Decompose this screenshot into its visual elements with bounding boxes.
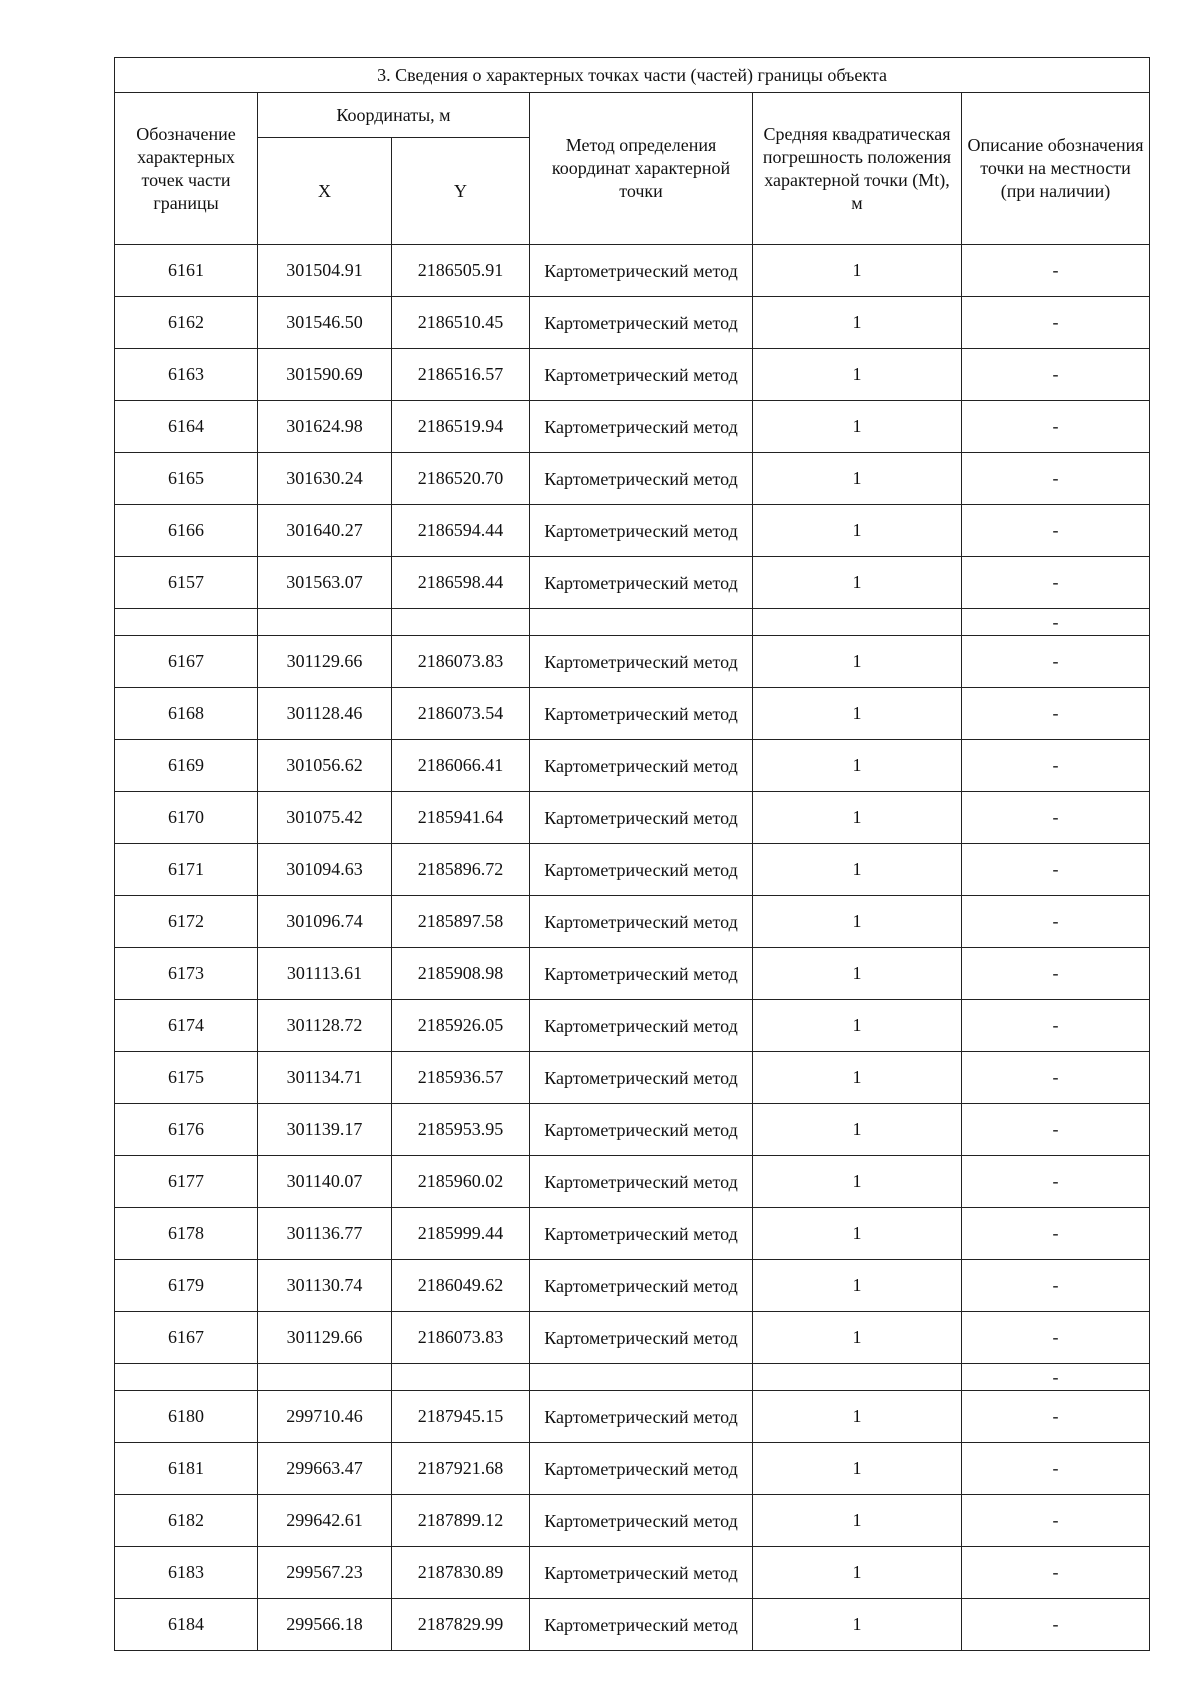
y-cell: 2186066.41 xyxy=(392,740,530,792)
y-cell: 2186505.91 xyxy=(392,245,530,297)
x-cell: 299566.18 xyxy=(258,1599,392,1651)
x-cell: 301624.98 xyxy=(258,401,392,453)
point-cell xyxy=(115,609,258,636)
method-cell: Картометрический метод xyxy=(530,636,753,688)
table-row xyxy=(115,1599,1150,1651)
table-title: 3. Сведения о характерных точках части (частей) границы объекта xyxy=(115,58,1150,93)
method-cell: Картометрический метод xyxy=(530,1260,753,1312)
description-cell: - xyxy=(962,1599,1150,1651)
boundary-points-table xyxy=(114,57,1150,1651)
x-cell: 301128.46 xyxy=(258,688,392,740)
method-cell: Картометрический метод xyxy=(530,1156,753,1208)
accuracy-cell: 1 xyxy=(753,349,962,401)
table-row xyxy=(115,792,1150,844)
accuracy-cell: 1 xyxy=(753,1000,962,1052)
method-cell: Картометрический метод xyxy=(530,1000,753,1052)
description-cell: - xyxy=(962,844,1150,896)
description-cell: - xyxy=(962,1312,1150,1364)
table-body xyxy=(115,245,1150,1651)
table-row xyxy=(115,1495,1150,1547)
point-cell: 6184 xyxy=(115,1599,258,1651)
y-cell: 2186598.44 xyxy=(392,557,530,609)
x-cell: 301640.27 xyxy=(258,505,392,557)
x-cell: 299567.23 xyxy=(258,1547,392,1599)
description-cell: - xyxy=(962,636,1150,688)
point-cell: 6177 xyxy=(115,1156,258,1208)
y-cell: 2186516.57 xyxy=(392,349,530,401)
header-accuracy: Средняя квадратическая погрешность положения характерной точки (Mt), м xyxy=(753,93,962,245)
table-row xyxy=(115,844,1150,896)
table-row xyxy=(115,1391,1150,1443)
point-cell: 6172 xyxy=(115,896,258,948)
x-cell: 299663.47 xyxy=(258,1443,392,1495)
table-row xyxy=(115,1443,1150,1495)
x-cell: 301504.91 xyxy=(258,245,392,297)
header-coords: Координаты, м xyxy=(258,93,530,138)
description-cell: - xyxy=(962,505,1150,557)
description-cell: - xyxy=(962,1000,1150,1052)
point-cell: 6173 xyxy=(115,948,258,1000)
accuracy-cell: 1 xyxy=(753,792,962,844)
y-cell: 2186073.83 xyxy=(392,636,530,688)
point-cell: 6171 xyxy=(115,844,258,896)
method-cell xyxy=(530,1364,753,1391)
table-row xyxy=(115,349,1150,401)
table-row xyxy=(115,1000,1150,1052)
method-cell: Картометрический метод xyxy=(530,740,753,792)
point-cell: 6165 xyxy=(115,453,258,505)
x-cell: 301130.74 xyxy=(258,1260,392,1312)
table-row xyxy=(115,688,1150,740)
point-cell: 6169 xyxy=(115,740,258,792)
description-cell: - xyxy=(962,453,1150,505)
accuracy-cell: 1 xyxy=(753,453,962,505)
x-cell: 301139.17 xyxy=(258,1104,392,1156)
method-cell: Картометрический метод xyxy=(530,1312,753,1364)
y-cell: 2186073.83 xyxy=(392,1312,530,1364)
point-cell: 6162 xyxy=(115,297,258,349)
y-cell xyxy=(392,1364,530,1391)
point-cell: 6164 xyxy=(115,401,258,453)
point-cell: 6167 xyxy=(115,1312,258,1364)
y-cell: 2186594.44 xyxy=(392,505,530,557)
description-cell: - xyxy=(962,1156,1150,1208)
table-row xyxy=(115,1104,1150,1156)
y-cell xyxy=(392,609,530,636)
x-cell: 301113.61 xyxy=(258,948,392,1000)
table-row xyxy=(115,948,1150,1000)
description-cell: - xyxy=(962,792,1150,844)
x-cell xyxy=(258,609,392,636)
method-cell: Картометрический метод xyxy=(530,688,753,740)
method-cell: Картометрический метод xyxy=(530,349,753,401)
method-cell xyxy=(530,609,753,636)
accuracy-cell: 1 xyxy=(753,1208,962,1260)
method-cell: Картометрический метод xyxy=(530,297,753,349)
point-cell: 6182 xyxy=(115,1495,258,1547)
x-cell: 301590.69 xyxy=(258,349,392,401)
description-cell: - xyxy=(962,557,1150,609)
separator-row xyxy=(115,609,1150,636)
description-cell: - xyxy=(962,1391,1150,1443)
description-cell: - xyxy=(962,1495,1150,1547)
y-cell: 2186073.54 xyxy=(392,688,530,740)
point-cell: 6167 xyxy=(115,636,258,688)
accuracy-cell: 1 xyxy=(753,1312,962,1364)
x-cell: 301630.24 xyxy=(258,453,392,505)
method-cell: Картометрический метод xyxy=(530,1208,753,1260)
accuracy-cell xyxy=(753,1364,962,1391)
y-cell: 2187899.12 xyxy=(392,1495,530,1547)
table-row xyxy=(115,557,1150,609)
description-cell: - xyxy=(962,245,1150,297)
description-cell: - xyxy=(962,1052,1150,1104)
y-cell: 2185999.44 xyxy=(392,1208,530,1260)
table-row xyxy=(115,245,1150,297)
x-cell xyxy=(258,1364,392,1391)
y-cell: 2187830.89 xyxy=(392,1547,530,1599)
table-row xyxy=(115,1547,1150,1599)
description-cell: - xyxy=(962,1260,1150,1312)
table-row xyxy=(115,1208,1150,1260)
point-cell: 6175 xyxy=(115,1052,258,1104)
y-cell: 2185897.58 xyxy=(392,896,530,948)
accuracy-cell: 1 xyxy=(753,401,962,453)
x-cell: 301128.72 xyxy=(258,1000,392,1052)
y-cell: 2186049.62 xyxy=(392,1260,530,1312)
table-row xyxy=(115,1312,1150,1364)
accuracy-cell: 1 xyxy=(753,844,962,896)
header-y: Y xyxy=(392,138,530,245)
y-cell: 2185960.02 xyxy=(392,1156,530,1208)
y-cell: 2185941.64 xyxy=(392,792,530,844)
table-row xyxy=(115,297,1150,349)
accuracy-cell: 1 xyxy=(753,1391,962,1443)
point-cell: 6166 xyxy=(115,505,258,557)
header-description: Описание обозначения точки на местности (при наличии) xyxy=(962,93,1150,245)
method-cell: Картометрический метод xyxy=(530,1052,753,1104)
point-cell: 6180 xyxy=(115,1391,258,1443)
accuracy-cell: 1 xyxy=(753,505,962,557)
x-cell: 301075.42 xyxy=(258,792,392,844)
description-cell: - xyxy=(962,688,1150,740)
x-cell: 301546.50 xyxy=(258,297,392,349)
description-cell: - xyxy=(962,896,1150,948)
point-cell: 6170 xyxy=(115,792,258,844)
point-cell: 6163 xyxy=(115,349,258,401)
accuracy-cell: 1 xyxy=(753,1547,962,1599)
method-cell: Картометрический метод xyxy=(530,948,753,1000)
description-cell: - xyxy=(962,349,1150,401)
accuracy-cell: 1 xyxy=(753,948,962,1000)
accuracy-cell: 1 xyxy=(753,740,962,792)
method-cell: Картометрический метод xyxy=(530,896,753,948)
accuracy-cell: 1 xyxy=(753,245,962,297)
x-cell: 301134.71 xyxy=(258,1052,392,1104)
y-cell: 2187945.15 xyxy=(392,1391,530,1443)
x-cell: 301094.63 xyxy=(258,844,392,896)
description-cell: - xyxy=(962,401,1150,453)
x-cell: 301563.07 xyxy=(258,557,392,609)
accuracy-cell: 1 xyxy=(753,688,962,740)
table-row xyxy=(115,1156,1150,1208)
y-cell: 2186519.94 xyxy=(392,401,530,453)
description-cell: - xyxy=(962,740,1150,792)
point-cell: 6179 xyxy=(115,1260,258,1312)
x-cell: 301136.77 xyxy=(258,1208,392,1260)
y-cell: 2185926.05 xyxy=(392,1000,530,1052)
method-cell: Картометрический метод xyxy=(530,844,753,896)
accuracy-cell: 1 xyxy=(753,1260,962,1312)
accuracy-cell: 1 xyxy=(753,1052,962,1104)
method-cell: Картометрический метод xyxy=(530,245,753,297)
table-row xyxy=(115,505,1150,557)
accuracy-cell: 1 xyxy=(753,1156,962,1208)
method-cell: Картометрический метод xyxy=(530,453,753,505)
method-cell: Картометрический метод xyxy=(530,505,753,557)
accuracy-cell: 1 xyxy=(753,896,962,948)
y-cell: 2185936.57 xyxy=(392,1052,530,1104)
method-cell: Картометрический метод xyxy=(530,1599,753,1651)
x-cell: 299710.46 xyxy=(258,1391,392,1443)
document-page xyxy=(114,57,1149,1651)
description-cell: - xyxy=(962,609,1150,636)
description-cell: - xyxy=(962,297,1150,349)
method-cell: Картометрический метод xyxy=(530,1547,753,1599)
y-cell: 2185896.72 xyxy=(392,844,530,896)
description-cell: - xyxy=(962,1364,1150,1391)
method-cell: Картометрический метод xyxy=(530,557,753,609)
method-cell: Картометрический метод xyxy=(530,1495,753,1547)
y-cell: 2187829.99 xyxy=(392,1599,530,1651)
point-cell: 6183 xyxy=(115,1547,258,1599)
table-row xyxy=(115,453,1150,505)
method-cell: Картометрический метод xyxy=(530,1391,753,1443)
y-cell: 2186520.70 xyxy=(392,453,530,505)
table-row xyxy=(115,401,1150,453)
header-x: X xyxy=(258,138,392,245)
x-cell: 301129.66 xyxy=(258,1312,392,1364)
accuracy-cell: 1 xyxy=(753,636,962,688)
table-row xyxy=(115,896,1150,948)
x-cell: 301056.62 xyxy=(258,740,392,792)
description-cell: - xyxy=(962,1547,1150,1599)
accuracy-cell: 1 xyxy=(753,1495,962,1547)
accuracy-cell xyxy=(753,609,962,636)
description-cell: - xyxy=(962,1208,1150,1260)
method-cell: Картометрический метод xyxy=(530,401,753,453)
accuracy-cell: 1 xyxy=(753,297,962,349)
y-cell: 2186510.45 xyxy=(392,297,530,349)
x-cell: 301129.66 xyxy=(258,636,392,688)
y-cell: 2185953.95 xyxy=(392,1104,530,1156)
x-cell: 299642.61 xyxy=(258,1495,392,1547)
accuracy-cell: 1 xyxy=(753,1443,962,1495)
method-cell: Картометрический метод xyxy=(530,792,753,844)
table-row xyxy=(115,740,1150,792)
accuracy-cell: 1 xyxy=(753,1599,962,1651)
description-cell: - xyxy=(962,948,1150,1000)
description-cell: - xyxy=(962,1104,1150,1156)
accuracy-cell: 1 xyxy=(753,557,962,609)
separator-row xyxy=(115,1364,1150,1391)
method-cell: Картометрический метод xyxy=(530,1443,753,1495)
accuracy-cell: 1 xyxy=(753,1104,962,1156)
description-cell: - xyxy=(962,1443,1150,1495)
point-cell: 6181 xyxy=(115,1443,258,1495)
method-cell: Картометрический метод xyxy=(530,1104,753,1156)
point-cell xyxy=(115,1364,258,1391)
point-cell: 6161 xyxy=(115,245,258,297)
point-cell: 6176 xyxy=(115,1104,258,1156)
header-method: Метод определения координат характерной точки xyxy=(530,93,753,245)
point-cell: 6174 xyxy=(115,1000,258,1052)
y-cell: 2185908.98 xyxy=(392,948,530,1000)
header-point: Обозначение характерных точек части границы xyxy=(115,93,258,245)
point-cell: 6168 xyxy=(115,688,258,740)
x-cell: 301096.74 xyxy=(258,896,392,948)
point-cell: 6178 xyxy=(115,1208,258,1260)
table-row xyxy=(115,1052,1150,1104)
table-row xyxy=(115,636,1150,688)
x-cell: 301140.07 xyxy=(258,1156,392,1208)
table-row xyxy=(115,1260,1150,1312)
y-cell: 2187921.68 xyxy=(392,1443,530,1495)
point-cell: 6157 xyxy=(115,557,258,609)
